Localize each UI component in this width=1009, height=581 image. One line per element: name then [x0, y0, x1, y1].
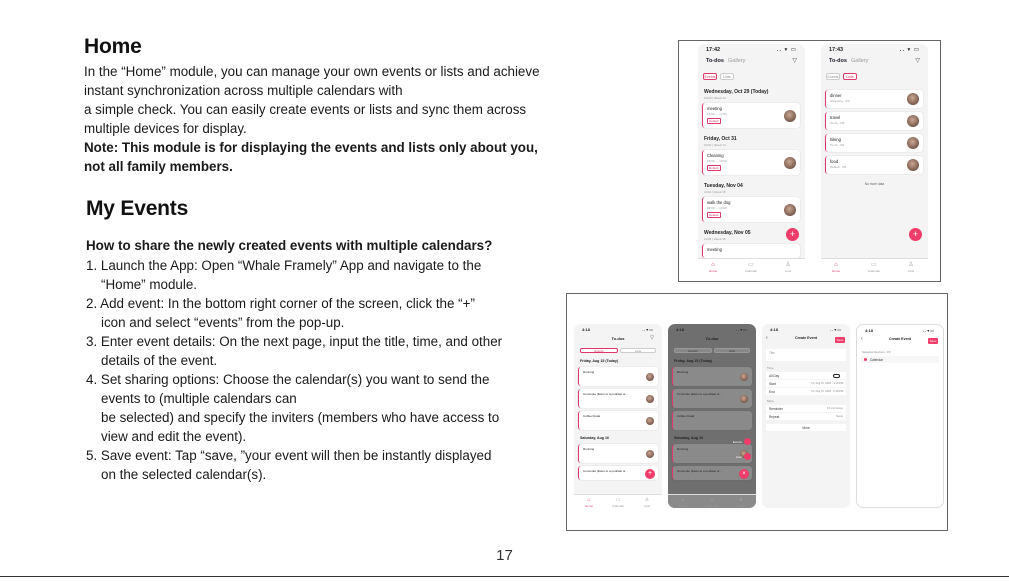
steps-list [86, 256, 502, 484]
filter-icon[interactable]: ▽ [915, 58, 920, 64]
status-bar: 4:18 ..▾▭ [770, 327, 842, 332]
segment-lists[interactable]: Lists [720, 73, 734, 80]
tab-calendar[interactable]: ▭ Calendar [608, 497, 628, 508]
segment-lists[interactable]: Lists [843, 73, 857, 80]
phone-todos-list [574, 324, 662, 508]
person-icon: ♙ [644, 497, 650, 503]
calendar-icon: ▭ [748, 262, 754, 268]
event-card: Coffee break [672, 411, 752, 430]
step-line: details of the event. [101, 353, 218, 368]
tab-calendar[interactable]: ▭ Calendar [702, 497, 722, 508]
home-heading: Home [84, 35, 142, 58]
tab-gallery[interactable]: Gallery [851, 58, 869, 64]
time-section-label: Time [767, 366, 774, 370]
calendar-option[interactable]: Calendar [861, 356, 939, 363]
segment-events[interactable]: Events [704, 75, 716, 79]
tab-home[interactable]: ⌂ Home [826, 262, 846, 273]
person-icon: ♙ [908, 262, 914, 268]
event-card: Running [672, 367, 752, 386]
event-card[interactable]: Running [578, 444, 658, 463]
event-title: meeting [707, 247, 722, 252]
status-bar: 4:18 ..▾▭ [676, 327, 748, 332]
bottom-tab-bar [821, 258, 928, 276]
day-header: Friday, Aug 15 (Today) [674, 359, 713, 363]
day-header: Friday, Aug 15 (Today) [580, 359, 619, 363]
status-bar [821, 44, 928, 55]
calendar-badge: Default [709, 213, 719, 217]
bottom-tab-bar [574, 494, 662, 508]
filter-icon[interactable]: ▽ [650, 335, 654, 341]
step-line: events to (multiple calendars can [101, 391, 297, 406]
app-header [821, 55, 928, 68]
step-line: on the selected calendar(s). [101, 467, 267, 482]
day-header: Friday, Oct 31 10/31 | Week 44 [704, 136, 737, 147]
page-number: 17 [496, 547, 513, 564]
all-day-toggle[interactable] [833, 374, 840, 378]
phone-lists-view [821, 44, 928, 276]
avatar [907, 115, 919, 127]
more-section-label: More [767, 399, 774, 403]
avatar [646, 395, 654, 403]
tab-home[interactable]: ⌂ Home [579, 497, 599, 508]
list-progress: Default · 0/5 [830, 165, 847, 169]
app-header [668, 333, 756, 346]
avatar [646, 450, 654, 458]
event-card[interactable]: Coffee break [578, 411, 658, 430]
home-description [84, 62, 540, 176]
list-card[interactable] [825, 90, 923, 108]
home-note-line: Note: This module is for displaying the events and lists only about you, [84, 140, 538, 155]
list-progress: To-do · 2/8 [830, 121, 845, 125]
avatar [907, 159, 919, 171]
home-icon: ⌂ [587, 497, 591, 503]
event-card[interactable]: Commute (listen to a podcast or... [578, 466, 658, 480]
segment-events[interactable]: Events [827, 75, 839, 79]
step-line: 2. Add event: In the bottom right corner of the screen, click the “+” [86, 296, 475, 311]
event-title: Cleaning [707, 153, 724, 158]
person-icon: ♙ [738, 497, 744, 503]
reminder-row[interactable]: Reminder 15 min before [766, 405, 846, 412]
home-icon: ⌂ [711, 262, 715, 268]
popup-events-label[interactable]: Events [732, 440, 742, 444]
tab-lists[interactable]: ♙ Lists [637, 497, 657, 508]
app-header [574, 333, 662, 346]
avatar [907, 93, 919, 105]
my-events-heading: My Events [86, 197, 189, 220]
avatar [784, 157, 796, 169]
status-bar [698, 44, 805, 55]
popup-lists-button[interactable] [744, 453, 751, 460]
segment-events[interactable]: Events [580, 348, 618, 353]
avatar [646, 417, 654, 425]
calendar-icon: ▭ [615, 497, 621, 503]
day-header: Wednesday, Nov 05 11/05 | Week 45 [704, 230, 751, 241]
tab-calendar[interactable]: ▭ Calendar [864, 262, 884, 273]
event-title: meeting [707, 106, 722, 111]
all-day-row[interactable]: All Day [766, 372, 846, 379]
tab-home[interactable]: ⌂ Home [703, 262, 723, 273]
footer-divider [0, 576, 1009, 577]
tab-gallery[interactable]: Gallery [728, 58, 746, 64]
close-icon[interactable]: × [739, 469, 749, 479]
list-progress: Shopping · 0/9 [830, 99, 850, 103]
step-line: be selected) and specify the inviters (members who have access to [101, 410, 500, 425]
list-card[interactable] [825, 112, 923, 130]
calendar-badge: Default [709, 119, 719, 123]
end-row[interactable]: End Fri, Aug 15, 2025 · 5:18 PM [766, 388, 846, 395]
avatar [646, 373, 654, 381]
step-line: 5. Save event: Tap “save, ”your event will then be instantly displayed [86, 448, 492, 463]
step-line: view and edit the event). [101, 429, 247, 444]
repeat-row[interactable]: Repeat Never [766, 413, 846, 420]
list-title: travel [830, 115, 841, 120]
title-field[interactable]: Title [766, 349, 846, 361]
list-title: food [830, 159, 839, 164]
day-header: Saturday, Aug 16 [580, 436, 609, 440]
phone-create-event-form [762, 324, 850, 508]
home-line: a simple check. You can easily create events or lists and sync them across [84, 102, 527, 117]
phone-add-popup [668, 324, 756, 508]
list-title: dinner [830, 93, 842, 98]
list-card[interactable] [825, 134, 923, 152]
calendar-icon: ▭ [871, 262, 877, 268]
status-icons: .. ▾ ▭ [776, 47, 797, 53]
filter-icon[interactable]: ▽ [792, 58, 797, 64]
day-header: Saturday, Aug 16 [674, 436, 703, 440]
home-line: multiple devices for display. [84, 121, 247, 136]
no-more-data: No more data [864, 182, 885, 186]
home-icon: ⌂ [834, 262, 838, 268]
day-header: Tuesday, Nov 04 11/04 | Week 45 [704, 183, 743, 194]
save-button[interactable]: Save [929, 339, 937, 343]
event-card[interactable]: Commute (listen to a podcast or... [578, 389, 658, 408]
home-line: In the “Home” module, you can manage your own events or lists and achieve [84, 64, 540, 79]
status-icons: .. ▾ ▭ [899, 47, 920, 53]
header-title: To-dos [705, 336, 719, 341]
header-title: To-dos [611, 336, 625, 341]
add-button[interactable]: + [786, 228, 799, 241]
event-card[interactable] [702, 150, 800, 175]
bottom-tab-bar [668, 494, 756, 508]
header-title: Create Event [795, 336, 817, 340]
home-screenshots-frame [678, 40, 941, 282]
add-button[interactable]: + [909, 228, 922, 241]
save-button[interactable]: Save [836, 338, 844, 342]
home-icon: ⌂ [681, 497, 685, 503]
phone-select-calendar [856, 324, 944, 508]
home-line: instant synchronization across multiple calendars with [84, 83, 403, 98]
event-time: 18:00 → 19:00 [707, 159, 727, 163]
event-title: walk the dog [707, 200, 731, 205]
popup-lists-label[interactable]: Lists [735, 455, 742, 459]
share-question: How to share the newly created events with multiple calendars? [86, 238, 493, 253]
avatar [784, 204, 796, 216]
event-time: 15:00 → 17:00 [707, 112, 727, 116]
calendar-badge: Default [709, 166, 719, 170]
back-icon[interactable]: ‹ [861, 336, 863, 342]
event-card[interactable]: Running [578, 367, 658, 386]
selected-devices-label: Selected devices: 1/6 [862, 350, 891, 354]
avatar [784, 110, 796, 122]
check-icon [864, 358, 867, 361]
day-header: Wednesday, Oct 29 (Today) 10/29 | Week 44 [704, 89, 769, 100]
event-card[interactable] [702, 244, 800, 258]
event-card: Commute (listen to a podcast or... [672, 466, 752, 480]
tab-lists[interactable]: ♙ Lists [778, 262, 798, 273]
calendar-icon: ▭ [709, 497, 715, 503]
bottom-tab-bar [698, 258, 805, 276]
back-icon[interactable]: ‹ [766, 335, 768, 341]
step-line: 4. Set sharing options: Choose the calendar(s) you want to send the [86, 372, 490, 387]
segment-lists[interactable]: Lists [714, 348, 750, 353]
event-card[interactable] [702, 103, 800, 128]
app-header [698, 55, 805, 68]
tab-todos[interactable]: To-dos [829, 58, 847, 64]
segment-lists[interactable]: Lists [620, 348, 656, 353]
segment-events[interactable]: Events [674, 348, 712, 353]
step-line: 1. Launch the App: Open “Whale Framely” App and navigate to the [86, 258, 482, 273]
popup-events-button[interactable] [744, 438, 751, 445]
list-progress: To-do · 0/4 [830, 143, 845, 147]
event-card: Commute (listen to a podcast or... [672, 389, 752, 408]
status-time: 17:42 [706, 47, 721, 53]
header-title: Create Event [889, 337, 911, 341]
event-card: Running [672, 444, 752, 463]
tab-home[interactable]: ⌂ Home [673, 497, 693, 508]
tab-lists[interactable]: ♙ Lists [731, 497, 751, 508]
event-card[interactable] [702, 197, 800, 222]
avatar [907, 137, 919, 149]
tab-calendar[interactable]: ▭ Calendar [741, 262, 761, 273]
person-icon: ♙ [785, 262, 791, 268]
step-line: icon and select “events” from the pop-up. [101, 315, 345, 330]
list-title: hiking [830, 137, 841, 142]
step-line: “Home” module. [101, 277, 197, 292]
list-card[interactable] [825, 156, 923, 174]
event-time: 09:00 → 10:00 [707, 206, 727, 210]
status-bar: 4:18 ..▾▭ [865, 328, 935, 333]
more-button[interactable]: More [766, 424, 846, 431]
create-event-screenshots-frame [566, 293, 948, 531]
phone-events-view [698, 44, 805, 276]
avatar [740, 395, 748, 403]
tab-todos[interactable]: To-dos [706, 58, 724, 64]
status-bar: 4:18 ..▾▭ [582, 327, 654, 332]
tab-lists[interactable]: ♙ Lists [901, 262, 921, 273]
avatar [740, 373, 748, 381]
add-button[interactable]: + [645, 469, 655, 479]
home-note-line: not all family members. [84, 159, 233, 174]
start-row[interactable]: Start Fri, Aug 15, 2025 · 4:18 PM [766, 380, 846, 387]
step-line: 3. Enter event details: On the next page, input the title, time, and other [86, 334, 503, 349]
status-time: 17:43 [829, 47, 844, 53]
